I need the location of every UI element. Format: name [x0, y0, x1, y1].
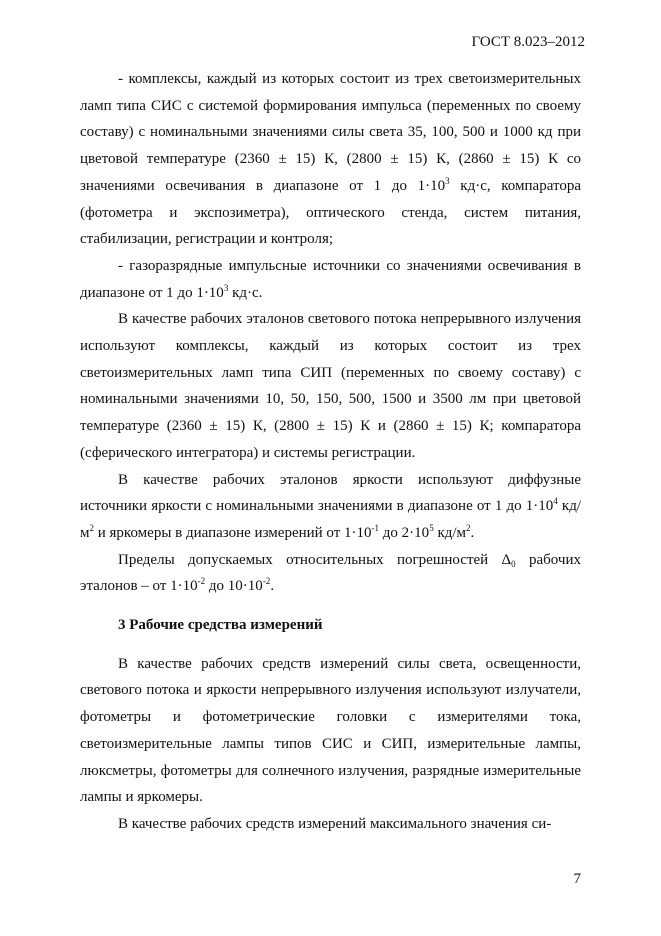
paragraph-error-limits: Пределы допускаемых относительных погрешностей $\Delta_0$ рабочих эталонов – от $1\cdot 10^{-2}$ до $10\cdot 10^{-2}$. — [80, 551, 581, 595]
document-header — [472, 34, 585, 51]
standard-designation: ГОСТ 8.023–2012 — [471, 34, 585, 50]
document-body — [80, 66, 581, 838]
paragraph-luminous-flux-standards: В качестве рабочих эталонов светового потока непрерывного излучения используют комплексы, каждый из которых состоит из трех светоизмерительных ламп типа СИП (переменных по своему составу) с номинальными значениями 10, 50, 150, 500, 1500 и 3500 лм при цветовой температуре (2360 ± 15) К, (2800 ± 15) К и (2860 ± 15) К; компаратора (сферического интегратора) и системы регистрации. — [80, 311, 581, 461]
paragraph-working-instruments: В качестве рабочих средств измерений силы света, освещенности, светового потока и яркости непрерывного излучения используют излучатели, фотометры и фотометрические головки с измерителями тока, светоизмерительные лампы типов СИС и СИП, измерительные лампы, люксметры, фотометры для солнечного излучения, разрядные измерительные лампы и яркомеры. — [80, 655, 581, 806]
paragraph-complexes-sis: - комплексы, каждый из которых состоит из трех светоизмерительных ламп типа СИС с системой формирования импульса (переменных по своему составу) с номинальными значениями силы света 35, 100, 500 и 1000 кд при цветовой температуре (2360 ± 15) К, (2800 ± 15) К, (2860 ± 15) К со значениями освечивания в диапазоне от 1 до $1\cdot 10^3$ кд·с, компаратора (фотометра и экспозиметра), оптического стенда, систем питания, стабилизации, регистрации и контроля; — [80, 71, 581, 248]
paragraph-max-value-instruments: В качестве рабочих средств измерений максимального значения си- — [118, 815, 552, 832]
paragraph-gas-discharge-sources: - газоразрядные импульсные источники со значениями освечивания в диапазоне от 1 до $1\cdot 10^3$ кд·с. — [80, 257, 581, 301]
page-number: 7 — [573, 871, 581, 887]
section-heading: 3 Рабочие средства измерений — [118, 617, 323, 634]
paragraph-luminance-standards: В качестве рабочих эталонов яркости используют диффузные источники яркости с номинальными значениями в диапазоне от 1 до $1\cdot 10^4$ $кд/м^2$ и яркомеры в диапазоне измерений от $1\cdot 10^{-1}$ до $2\cdot 10^5$ $кд/м^2$. — [80, 471, 581, 541]
